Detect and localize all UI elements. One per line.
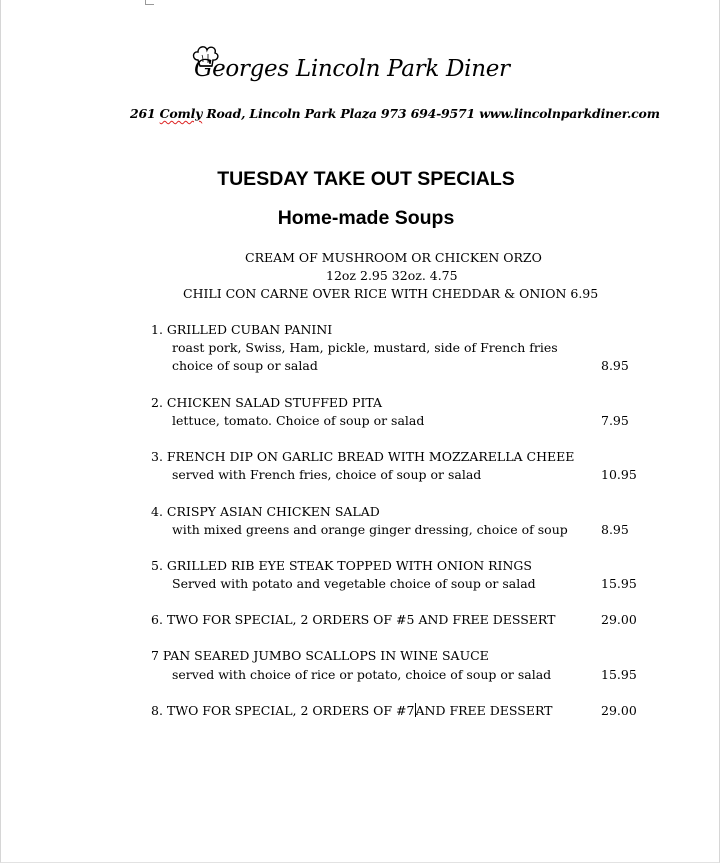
menu-item-3-price: 10.95: [601, 467, 637, 482]
address-line: [130, 106, 660, 121]
menu-item-1-desc-2: choice of soup or salad: [172, 358, 318, 373]
restaurant-name: Georges Lincoln Park Diner: [194, 56, 510, 82]
menu-item-1-desc: roast pork, Swiss, Ham, pickle, mustard, side of French fries: [172, 340, 558, 355]
menu-item-7-price: 15.95: [601, 667, 637, 682]
soups-heading: Home-made Soups: [277, 207, 455, 229]
menu-item-2-desc: lettuce, tomato. Choice of soup or salad: [172, 413, 425, 428]
menu-item-6-title: 6. TWO FOR SPECIAL, 2 ORDERS OF #5 AND FREE DESSERT: [151, 612, 556, 627]
menu-item-8-price: 29.00: [601, 703, 637, 718]
page-title: TUESDAY TAKE OUT SPECIALS: [217, 168, 515, 190]
soup-line-2: 12oz 2.95 32oz. 4.75: [326, 268, 458, 283]
menu-item-5-desc: Served with potato and vegetable choice of soup or salad: [172, 576, 536, 591]
menu-item-7-title: 7 PAN SEARED JUMBO SCALLOPS IN WINE SAUCE: [151, 648, 489, 663]
address-rest: Road, Lincoln Park Plaza 973 694-9571 www.lincolnparkdiner.com: [202, 106, 660, 121]
menu-item-8-title: [151, 703, 552, 718]
menu-item-4-title: 4. CRISPY ASIAN CHICKEN SALAD: [151, 504, 380, 519]
menu-item-2-title: 2. CHICKEN SALAD STUFFED PITA: [151, 395, 383, 410]
address-street-number: 261: [130, 106, 160, 121]
menu-item-5-title: 5. GRILLED RIB EYE STEAK TOPPED WITH ONION RINGS: [151, 558, 532, 573]
menu-item-1-title: 1. GRILLED CUBAN PANINI: [151, 322, 333, 337]
menu-item-3-desc: served with French fries, choice of soup or salad: [172, 467, 482, 482]
menu-item-8-title-part-1: 8. TWO FOR SPECIAL, 2 ORDERS OF #7: [151, 703, 415, 718]
menu-item-2-price: 7.95: [601, 413, 629, 428]
soup-line-3: CHILI CON CARNE OVER RICE WITH CHEDDAR & ONION 6.95: [183, 286, 599, 301]
menu-item-7-desc: served with choice of rice or potato, choice of soup or salad: [172, 667, 552, 682]
menu-item-5-price: 15.95: [601, 576, 637, 591]
menu-item-1-price: 8.95: [601, 358, 629, 373]
menu-item-6-price: 29.00: [601, 612, 637, 627]
menu-item-3-title: 3. FRENCH DIP ON GARLIC BREAD WITH MOZZARELLA CHEEE: [151, 449, 575, 464]
menu-item-4-price: 8.95: [601, 522, 629, 537]
margin-marker: [145, 0, 154, 5]
soup-line-1: CREAM OF MUSHROOM OR CHICKEN ORZO: [245, 250, 542, 265]
menu-item-4-desc: with mixed greens and orange ginger dressing, choice of soup: [172, 522, 568, 537]
menu-item-8-title-part-2: AND FREE DESSERT: [415, 703, 553, 718]
address-street-name: Comly: [159, 106, 203, 121]
